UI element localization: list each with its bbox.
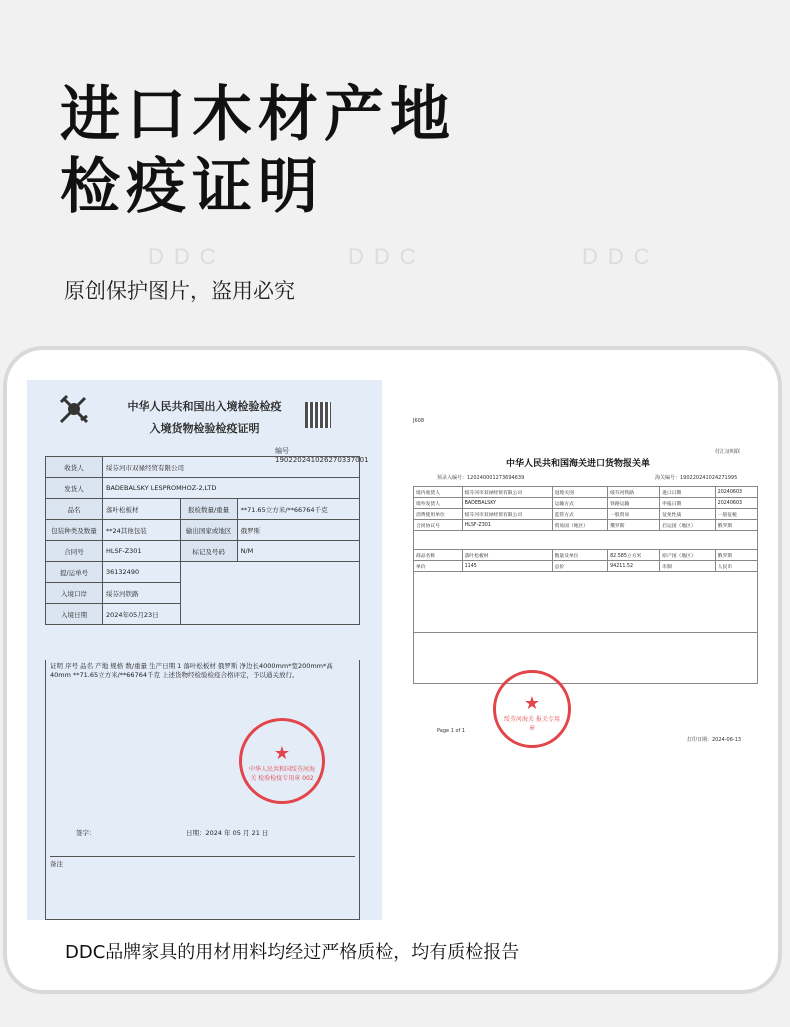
cert-label: 报检数量/重量 <box>180 499 237 520</box>
decl-cell: 绥芬河铁路 <box>608 487 660 498</box>
decl-cell: 运输方式 <box>552 498 608 509</box>
quality-caption: DDC品牌家具的用材用料均经过严格质检，均有质检报告 <box>65 942 520 963</box>
decl-cell: 落叶松板材 <box>462 550 552 561</box>
cert-value: N/M <box>237 541 359 562</box>
customs-number: 海关编号：190220241024271995 <box>655 475 738 481</box>
cert-subheader: 入境货物检验检疫证明 <box>149 422 260 435</box>
cert-note-label: 备注 <box>50 856 355 868</box>
decl-cell: 合同协议号 <box>414 520 463 531</box>
decl-cell: 原产国（地区） <box>660 550 716 561</box>
seal-text: 中华人民共和国绥芬河海关 检验检疫专用章 002 <box>248 766 315 782</box>
cert-label: 品名 <box>46 499 103 520</box>
customs-declaration <box>389 388 767 748</box>
document-card <box>3 346 782 994</box>
decl-cell: 94211.52 <box>608 561 660 572</box>
certificate-seal <box>239 718 325 804</box>
cert-label: 包装种类及数量 <box>46 520 103 541</box>
cert-value: 36132490 <box>103 562 181 583</box>
print-date: 打印日期：2024-06-13 <box>687 737 742 743</box>
customs-seal <box>493 670 571 748</box>
cert-label: 入境日期 <box>46 604 103 625</box>
page-title-line1: 进口木材产地 <box>60 80 456 150</box>
decl-cell: HLSF-Z301 <box>462 520 552 531</box>
cert-label: 收货人 <box>46 457 103 478</box>
cert-value: 绥芬河铁路 <box>103 583 181 604</box>
decl-cell: 铁路运输 <box>608 498 660 509</box>
declaration-copy-label: 付汇证明联 <box>715 449 741 455</box>
decl-cell: 绥芬河市双禄经贸有限公司 <box>462 509 552 520</box>
cert-label: 入境口岸 <box>46 583 103 604</box>
seal-star-icon: ★ <box>273 743 291 764</box>
decl-cell: 商品名称 <box>414 550 463 561</box>
cert-sign-label: 签字： <box>76 829 96 837</box>
decl-cell: 一般贸易 <box>608 509 660 520</box>
cert-label: 合同号 <box>46 541 103 562</box>
decl-cell: 82.585立方米 <box>608 550 660 561</box>
decl-cell: 1145 <box>462 561 552 572</box>
decl-cell: 申报日期 <box>660 498 716 509</box>
decl-cell: 境内收货人 <box>414 487 463 498</box>
decl-cell: 单价 <box>414 561 463 572</box>
cert-value: 落叶松板材 <box>103 499 181 520</box>
decl-cell: 监管方式 <box>552 509 608 520</box>
declaration-code: J608 <box>413 418 425 424</box>
decl-cell: 俄罗斯 <box>715 520 757 531</box>
decl-cell: 境外发货人 <box>414 498 463 509</box>
qr-code-icon <box>305 402 331 428</box>
cert-value: 绥芬河市双禄经贸有限公司 <box>103 457 360 478</box>
watermark-2: DDC <box>348 244 426 269</box>
decl-cell: 征免性质 <box>660 509 716 520</box>
quarantine-certificate <box>27 380 382 920</box>
decl-cell: 俄罗斯 <box>715 550 757 561</box>
decl-cell: 进境关别 <box>552 487 608 498</box>
cert-blank <box>180 562 359 625</box>
cert-remarks-text: 证明 序号 品名 产地 规格 数/重量 生产日期 1 落叶松板材 俄罗斯 净边长4000mm*宽200mm*高40mm **71.65立方米/**66764千克 上述货物经检验检疫合格评定，予以通关放行。 <box>50 662 333 679</box>
copyright-notice: 原创保护图片，盗用必究 <box>64 279 295 303</box>
decl-cell: 数量及单位 <box>552 550 608 561</box>
declaration-table <box>413 486 758 684</box>
decl-cell: 币制 <box>660 561 716 572</box>
decl-blank-row <box>414 633 758 684</box>
page-title-line2: 检疫证明 <box>60 152 324 222</box>
watermark-3: DDC <box>582 244 660 269</box>
decl-cell: 20240603 <box>715 498 757 509</box>
cert-value: HLSF-Z301 <box>103 541 181 562</box>
pre-entry-number: 预录入编号：120240001273694639 <box>437 475 525 481</box>
cert-value: 俄罗斯 <box>237 520 359 541</box>
cert-label: 提/运单号 <box>46 562 103 583</box>
decl-cell: 启运国（地区） <box>660 520 716 531</box>
declaration-page: Page 1 of 1 <box>437 728 466 734</box>
declaration-title: 中华人民共和国海关进口货物报关单 <box>505 459 650 469</box>
seal-star-icon: ★ <box>523 693 541 714</box>
cert-table <box>45 456 360 625</box>
decl-blank-row <box>414 531 758 550</box>
watermark-1: DDC <box>148 244 226 269</box>
cert-header: 中华人民共和国出入境检验检疫 <box>127 400 282 413</box>
cert-label: 发货人 <box>46 478 103 499</box>
cert-label: 输出国家或地区 <box>180 520 237 541</box>
decl-cell: 绥芬河市双禄经贸有限公司 <box>462 487 552 498</box>
cert-date: 日期：2024 年 05 月 21 日 <box>186 829 269 837</box>
decl-cell: 进口日期 <box>660 487 716 498</box>
decl-cell: 人民币 <box>715 561 757 572</box>
cert-value: BADEBALSKY LESPROMHOZ-2,LTD <box>103 478 360 499</box>
cert-value: **24其他包装 <box>103 520 181 541</box>
decl-cell: 20240603 <box>715 487 757 498</box>
seal-text: 绥芬河海关 报关专用章 <box>504 716 560 732</box>
cert-value: 2024年05月23日 <box>103 604 181 625</box>
cert-value: **71.65立方米/**66764千克 <box>237 499 359 520</box>
decl-cell: 贸易国（地区） <box>552 520 608 531</box>
cert-number: 编号 190220241026270337001 <box>275 447 369 464</box>
decl-cell: 一般征税 <box>715 509 757 520</box>
decl-cell: BADEBALSKY <box>462 498 552 509</box>
cert-label: 标记及号码 <box>180 541 237 562</box>
decl-cell: 消费使用单位 <box>414 509 463 520</box>
decl-cell: 俄罗斯 <box>608 520 660 531</box>
decl-cell: 总价 <box>552 561 608 572</box>
decl-blank-row <box>414 572 758 633</box>
